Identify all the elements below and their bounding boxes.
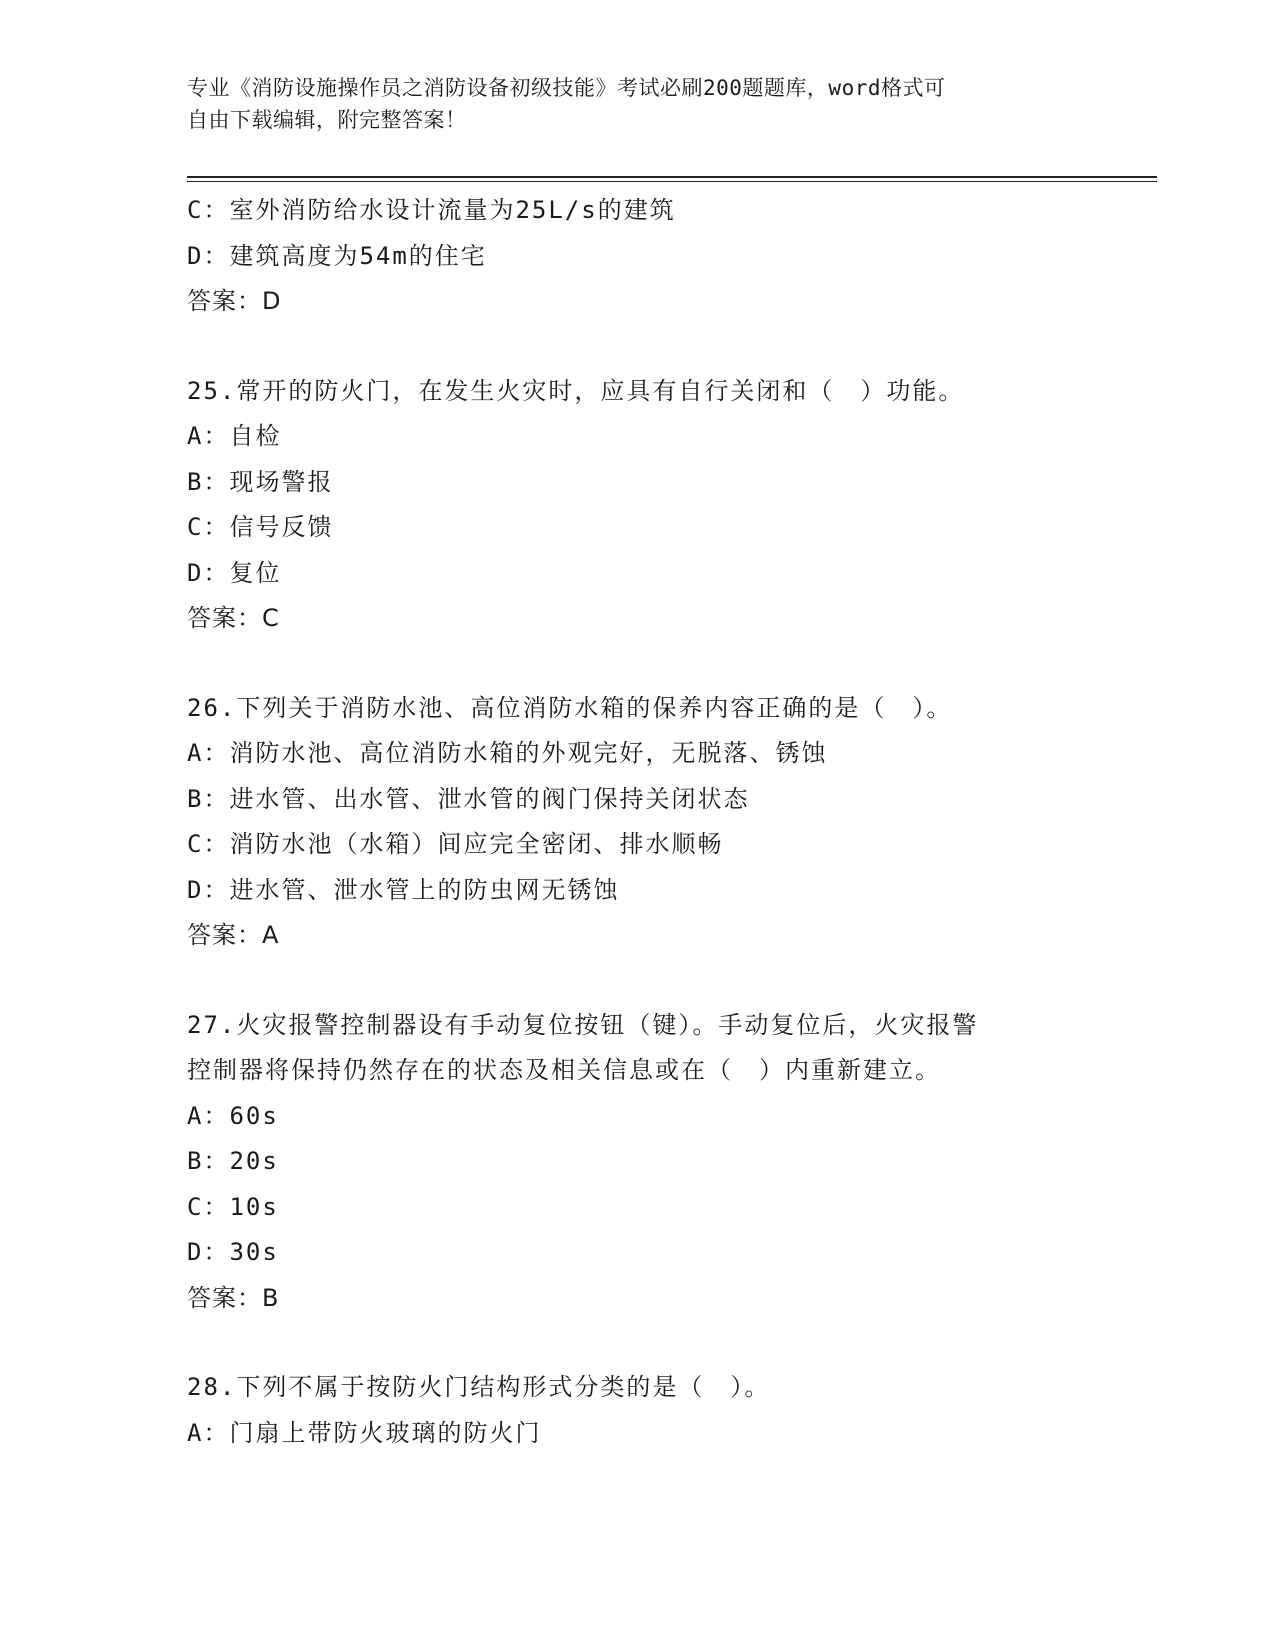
header-line-2: 自由下载编辑，附完整答案！	[187, 108, 467, 132]
header-divider-thin	[187, 181, 1157, 182]
option-d: D：进水管、泄水管上的防虫网无锈蚀	[187, 875, 620, 904]
option-a: A：消防水池、高位消防水箱的外观完好，无脱落、锈蚀	[187, 739, 828, 767]
option-d: D：建筑高度为54m的住宅	[187, 241, 487, 270]
option-a: A：自检	[187, 422, 282, 450]
option-b: B：进水管、出水管、泄水管的阀门保持关闭状态	[187, 784, 750, 813]
answer-line: 答案：B	[187, 1283, 280, 1312]
question-stem: 26.下列关于消防水池、高位消防水箱的保养内容正确的是（ ）。	[187, 693, 953, 722]
option-b: B：现场警报	[187, 467, 334, 496]
option-d: D：30s	[187, 1238, 279, 1266]
option-c: C：室外消防给水设计流量为25L/s的建筑	[187, 196, 676, 224]
document-header	[187, 72, 1087, 136]
question-stem: 25.常开的防火门，在发生火灾时，应具有自行关闭和（ ）功能。	[187, 376, 965, 405]
option-c: C：10s	[187, 1192, 279, 1221]
question-24-continued	[187, 188, 1087, 325]
question-27	[187, 1003, 1087, 1322]
answer-line: 答案：C	[187, 604, 280, 632]
option-a: A：60s	[187, 1101, 279, 1130]
document-body	[187, 188, 1087, 1456]
question-stem-line-2: 控制器将保持仍然存在的状态及相关信息或在（ ）内重新建立。	[187, 1056, 941, 1084]
question-stem: 28.下列不属于按防火门结构形式分类的是（ ）。	[187, 1373, 771, 1401]
question-26	[187, 686, 1087, 959]
header-line-1: 专业《消防设施操作员之消防设备初级技能》考试必刷200题题库，word格式可	[187, 76, 946, 100]
header-divider-thick	[187, 176, 1157, 178]
question-25	[187, 369, 1087, 642]
option-d: D：复位	[187, 558, 282, 587]
option-b: B：20s	[187, 1147, 279, 1175]
answer-line: 答案：D	[187, 287, 282, 315]
option-a: A：门扇上带防火玻璃的防火门	[187, 1418, 542, 1447]
question-stem-line-1: 27.火灾报警控制器设有手动复位按钮（键）。手动复位后，火灾报警	[187, 1010, 979, 1039]
option-c: C：消防水池（水箱）间应完全密闭、排水顺畅	[187, 830, 724, 858]
question-28	[187, 1365, 1087, 1456]
answer-line: 答案：A	[187, 921, 280, 949]
option-c: C：信号反馈	[187, 513, 334, 541]
